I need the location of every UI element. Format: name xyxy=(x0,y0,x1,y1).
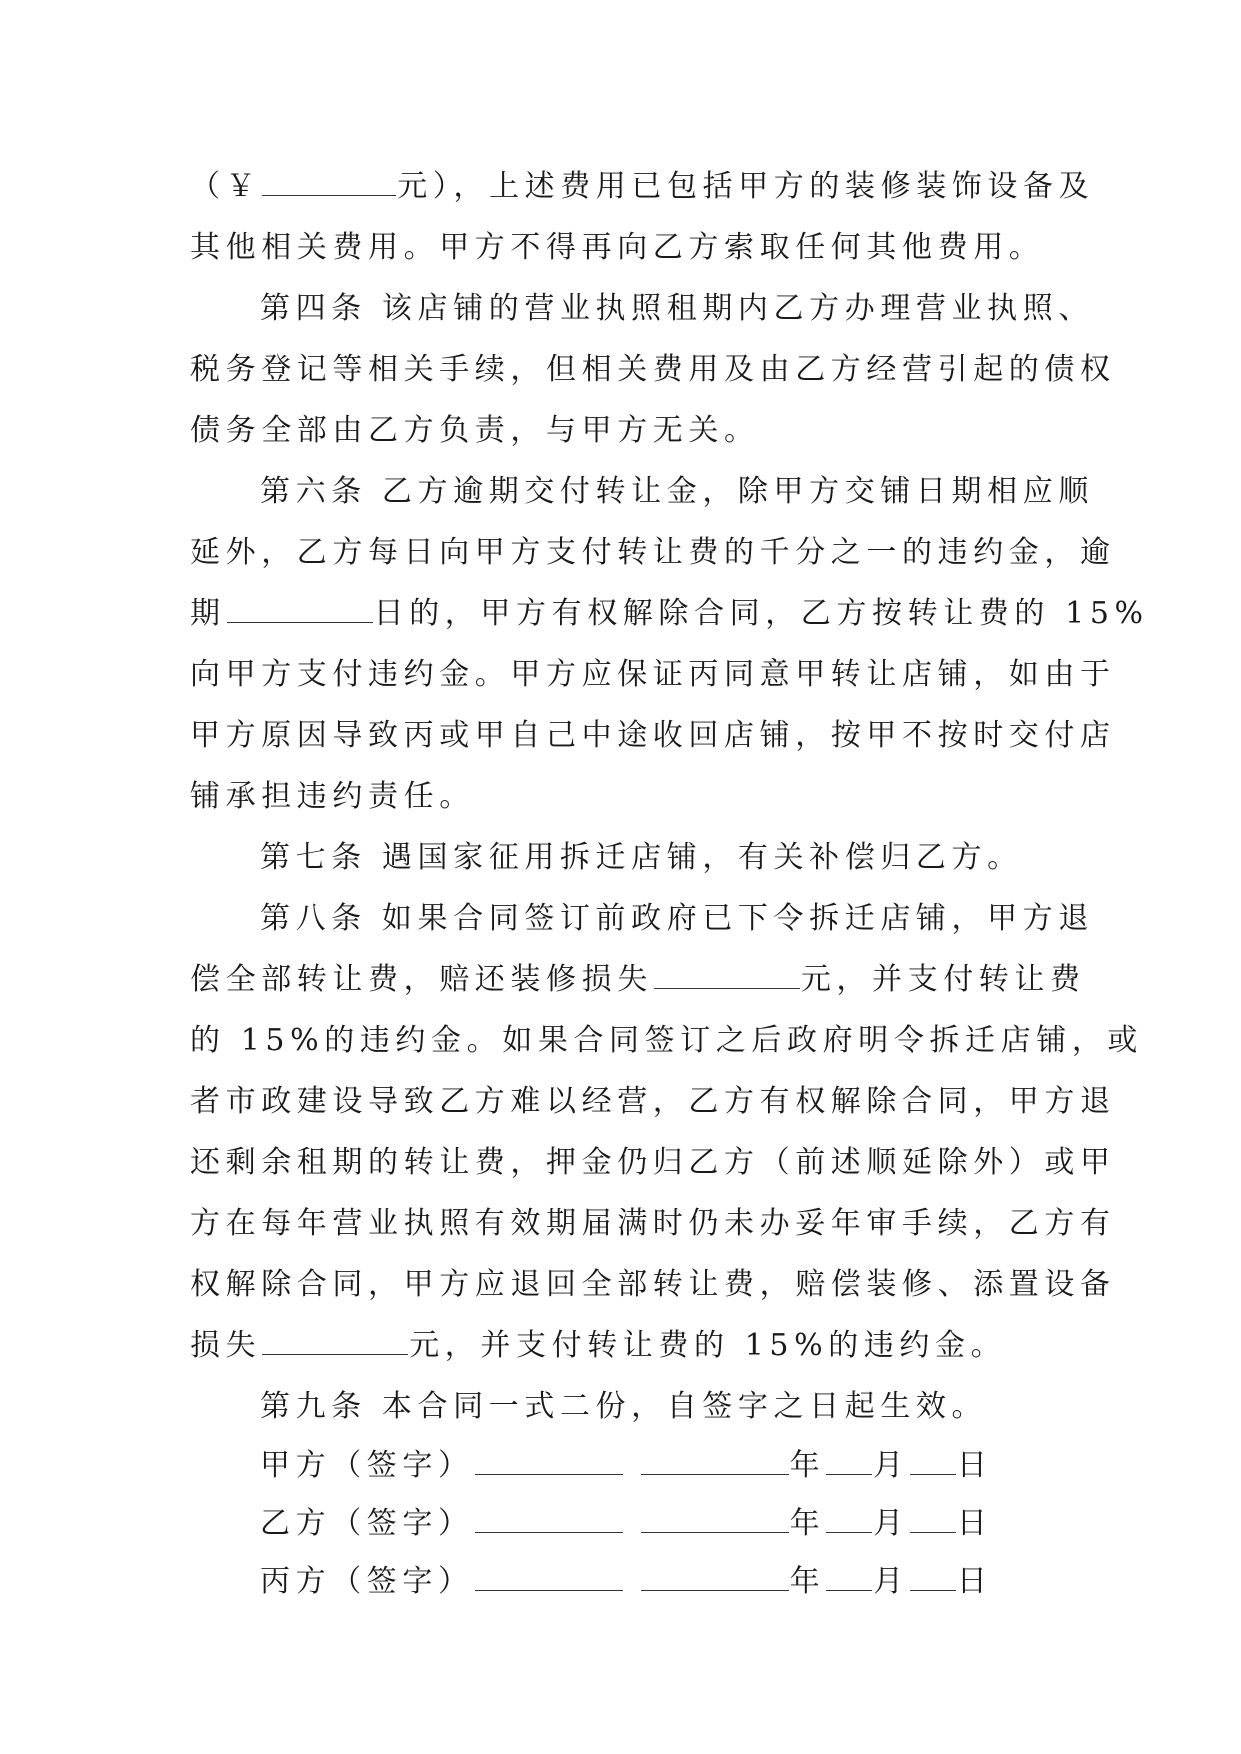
paragraph-line xyxy=(190,1132,1116,1193)
paragraph-text: 第九条 本合同一式二份，自签字之日起生效。 xyxy=(260,1389,988,1424)
day-blank xyxy=(910,1566,956,1591)
paragraph-line xyxy=(190,1193,1116,1254)
signature-blank xyxy=(475,1566,623,1591)
month-blank xyxy=(826,1450,872,1475)
paragraph-text: 税务登记等相关手续，但相关费用及由乙方经营引起的债权 xyxy=(190,352,1116,387)
paragraph-text: 甲方原因导致丙或甲自己中途收回店铺，按甲不按时交付店 xyxy=(190,718,1116,753)
paragraph-line xyxy=(190,949,1086,1010)
fill-in-blank xyxy=(654,964,800,989)
paragraph-line xyxy=(190,1254,1116,1315)
paragraph-line xyxy=(190,827,1070,888)
paragraph-text: 损失 xyxy=(190,1328,262,1363)
paragraph-text: 延外，乙方每日向甲方支付转让费的千分之一的违约金，逾 xyxy=(190,535,1116,570)
paragraph-line xyxy=(190,156,1095,217)
year-blank xyxy=(641,1566,789,1591)
day-label: 日 xyxy=(956,1506,993,1541)
paragraph-line xyxy=(190,1071,1116,1132)
paragraph-text: 第七条 遇国家征用拆迁店铺，有关补偿归乙方。 xyxy=(260,840,1023,875)
year-label: 年 xyxy=(789,1448,826,1483)
month-label: 月 xyxy=(873,1564,909,1599)
signature-party-label: 甲方（签字） xyxy=(260,1448,474,1483)
paragraph-line xyxy=(190,339,1116,400)
paragraph-text: 者市政建设导致乙方难以经营，乙方有权解除合同，甲方退 xyxy=(190,1084,1116,1119)
paragraph-line xyxy=(190,217,1070,278)
paragraph-line xyxy=(190,766,1070,827)
fill-in-blank xyxy=(262,1330,408,1355)
year-label: 年 xyxy=(789,1506,826,1541)
paragraph-line xyxy=(190,705,1116,766)
signature-blank xyxy=(475,1450,623,1475)
paragraph-text: 债务全部由乙方负责，与甲方无关。 xyxy=(190,413,760,448)
signature-party-label: 乙方（签字） xyxy=(260,1506,474,1541)
paragraph-text: 期 xyxy=(190,596,226,631)
signature-party-label: 丙方（签字） xyxy=(260,1564,474,1599)
paragraph-text: 其他相关费用。甲方不得再向乙方索取任何其他费用。 xyxy=(190,230,1045,265)
paragraph-line xyxy=(190,888,1094,949)
paragraph-text: 第四条 该店铺的营业执照租期内乙方办理营业执照、 xyxy=(260,291,1094,326)
paragraph-text: 向甲方支付违约金。甲方应保证丙同意甲转让店铺，如由于 xyxy=(190,657,1116,692)
month-blank xyxy=(826,1508,872,1533)
paragraph-text: 第八条 如果合同签订前政府已下令拆迁店铺，甲方退 xyxy=(260,901,1094,936)
paragraph-line xyxy=(190,1376,1070,1437)
day-blank xyxy=(910,1508,956,1533)
paragraph-text: （￥ xyxy=(190,169,262,204)
document-body xyxy=(190,156,1149,1611)
paragraph-line xyxy=(190,1315,1070,1376)
paragraph-text: 的 15%的违约金。如果合同签订之后政府明令拆迁店铺，或 xyxy=(190,1023,1144,1058)
year-blank xyxy=(641,1450,789,1475)
signature-row xyxy=(190,1553,1070,1611)
day-label: 日 xyxy=(956,1564,993,1599)
year-blank xyxy=(641,1508,789,1533)
paragraph-text: 方在每年营业执照有效期届满时仍未办妥年审手续，乙方有 xyxy=(190,1206,1116,1241)
paragraph-line xyxy=(190,583,1149,644)
month-label: 月 xyxy=(873,1448,909,1483)
paragraph-text: 铺承担违约责任。 xyxy=(190,779,475,814)
signature-row xyxy=(190,1495,1070,1553)
paragraph-text: 元），上述费用已包括甲方的装修装饰设备及 xyxy=(397,169,1095,204)
paragraph-line xyxy=(190,278,1094,339)
paragraph-line xyxy=(190,644,1116,705)
paragraph-text: 元，并支付转让费的 15%的违约金。 xyxy=(409,1328,1007,1363)
paragraph-text: 权解除合同，甲方应退回全部转让费，赔偿装修、添置设备 xyxy=(190,1267,1116,1302)
paragraph-line xyxy=(190,400,1070,461)
signature-blank xyxy=(475,1508,623,1533)
paragraph-text: 偿全部转让费，赔还装修损失 xyxy=(190,962,653,997)
day-blank xyxy=(910,1450,956,1475)
paragraph-text: 还剩余租期的转让费，押金仍归乙方（前述顺延除外）或甲 xyxy=(190,1145,1116,1180)
month-blank xyxy=(826,1566,872,1591)
paragraph-text: 元，并支付转让费 xyxy=(800,962,1086,997)
fill-in-blank xyxy=(262,171,396,196)
paragraph-line xyxy=(190,522,1116,583)
paragraph-line xyxy=(190,461,1094,522)
year-label: 年 xyxy=(789,1564,826,1599)
paragraph-text: 日的，甲方有权解除合同，乙方按转让费的 15% xyxy=(373,596,1149,631)
signature-row xyxy=(190,1437,1070,1495)
paragraph-text: 第六条 乙方逾期交付转让金，除甲方交铺日期相应顺 xyxy=(260,474,1094,509)
fill-in-blank xyxy=(227,598,373,623)
month-label: 月 xyxy=(873,1506,909,1541)
paragraph-line xyxy=(190,1010,1144,1071)
day-label: 日 xyxy=(956,1448,993,1483)
